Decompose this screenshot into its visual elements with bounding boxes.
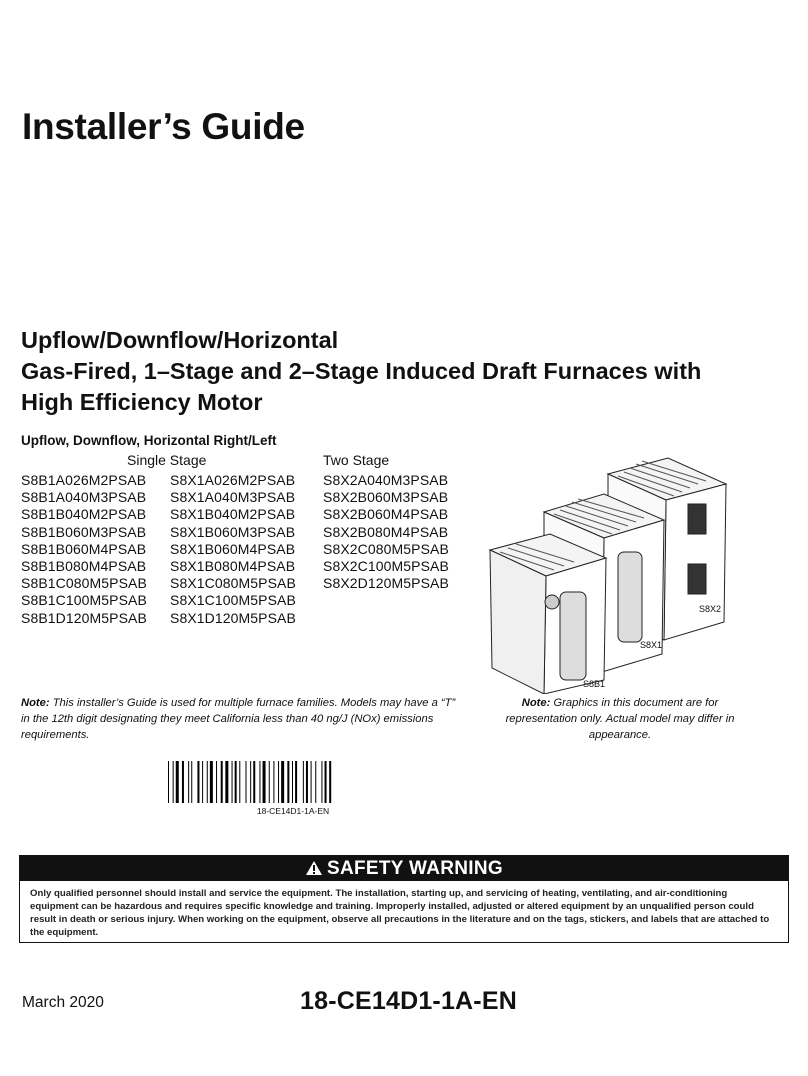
model-number: S8B1D120M5PSAB xyxy=(21,609,147,626)
model-number: S8X1B040M2PSAB xyxy=(170,506,296,523)
model-number: S8X2B060M4PSAB xyxy=(323,506,449,523)
illustration-label-s8b1: S8B1 xyxy=(583,679,606,689)
subtitle xyxy=(21,325,801,418)
safety-warning-header xyxy=(20,856,788,881)
model-number: S8B1B040M2PSAB xyxy=(21,506,147,523)
model-number: S8B1B060M3PSAB xyxy=(21,523,147,540)
warning-triangle-icon xyxy=(305,860,323,876)
model-number: S8X1A040M3PSAB xyxy=(170,489,296,506)
subtitle-line-2: Gas-Fired, 1–Stage and 2–Stage Induced Draft Furnaces with xyxy=(21,358,702,384)
model-number: S8X2B080M4PSAB xyxy=(323,523,449,540)
note-left-label: Note: xyxy=(21,697,50,709)
two-stage-label: Two Stage xyxy=(323,452,390,468)
illustration-label-s8x1: S8X1 xyxy=(640,640,663,650)
safety-warning-box xyxy=(19,855,789,943)
model-number: S8X1C080M5PSAB xyxy=(170,575,296,592)
model-number: S8X1C100M5PSAB xyxy=(170,592,296,609)
single-stage-label: Single Stage xyxy=(127,452,207,468)
subtitle-line-1: Upflow/Downflow/Horizontal xyxy=(21,327,339,353)
furnace-illustration xyxy=(488,454,728,694)
publication-date: March 2020 xyxy=(22,994,104,1011)
barcode xyxy=(168,761,418,803)
model-number: S8X2D120M5PSAB xyxy=(323,575,449,592)
safety-warning-body: Only qualified personnel should install and service the equipment. The installation, starting up, and servicing of heating, ventilating, and air-conditioning equipment can be hazardous and requires specific knowledge and training. Improperly installed, adjusted or altered equipment by an unqualified person could result in death or serious injury. When working on the equipment, observe all precautions in the literature and on the tags, stickers, and labels that are attached to the equipment. xyxy=(30,888,770,938)
model-list-s8x2 xyxy=(323,472,449,592)
model-number: S8X1A026M2PSAB xyxy=(170,472,296,488)
models-heading: Upflow, Downflow, Horizontal Right/Left xyxy=(21,433,277,448)
page-title: Installer’s Guide xyxy=(22,106,305,147)
model-number: S8B1B060M4PSAB xyxy=(21,540,147,557)
note-left xyxy=(21,695,466,743)
model-number: S8X1B060M4PSAB xyxy=(170,540,296,557)
note-right-label: Note: xyxy=(521,697,551,709)
model-number: S8X2A040M3PSAB xyxy=(323,472,449,488)
model-number: S8B1A040M3PSAB xyxy=(21,489,147,506)
model-list-s8x1 xyxy=(170,472,296,627)
model-number: S8X2C100M5PSAB xyxy=(323,558,449,575)
model-number: S8X2B060M3PSAB xyxy=(323,489,449,506)
note-right-text: Graphics in this document are for representation only. Actual model may differ in appearance. xyxy=(505,697,735,741)
document-number: 18-CE14D1-1A-EN xyxy=(300,987,517,1015)
barcode-text: 18-CE14D1-1A-EN xyxy=(256,806,330,816)
subtitle-line-3: High Efficiency Motor xyxy=(21,389,263,415)
model-number: S8B1A026M2PSAB xyxy=(21,472,147,488)
safety-warning-heading: SAFETY WARNING xyxy=(327,858,503,879)
model-number: S8X1B060M3PSAB xyxy=(170,523,296,540)
model-number: S8B1C100M5PSAB xyxy=(21,592,147,609)
note-right xyxy=(500,695,740,743)
model-number: S8B1C080M5PSAB xyxy=(21,575,147,592)
note-left-text: This installer’s Guide is used for multiple furnace families. Models may have a “T” in the 12th digit designating they meet California less than 40 ng/J (NOx) emissions requirements. xyxy=(21,697,456,741)
model-number: S8X2C080M5PSAB xyxy=(323,540,449,557)
furnace-s8b1-drawing xyxy=(490,534,606,694)
model-list-s8b1 xyxy=(21,472,147,627)
model-number: S8B1B080M4PSAB xyxy=(21,558,147,575)
model-number: S8X1D120M5PSAB xyxy=(170,609,296,626)
model-number: S8X1B080M4PSAB xyxy=(170,558,296,575)
illustration-label-s8x2: S8X2 xyxy=(699,604,722,614)
